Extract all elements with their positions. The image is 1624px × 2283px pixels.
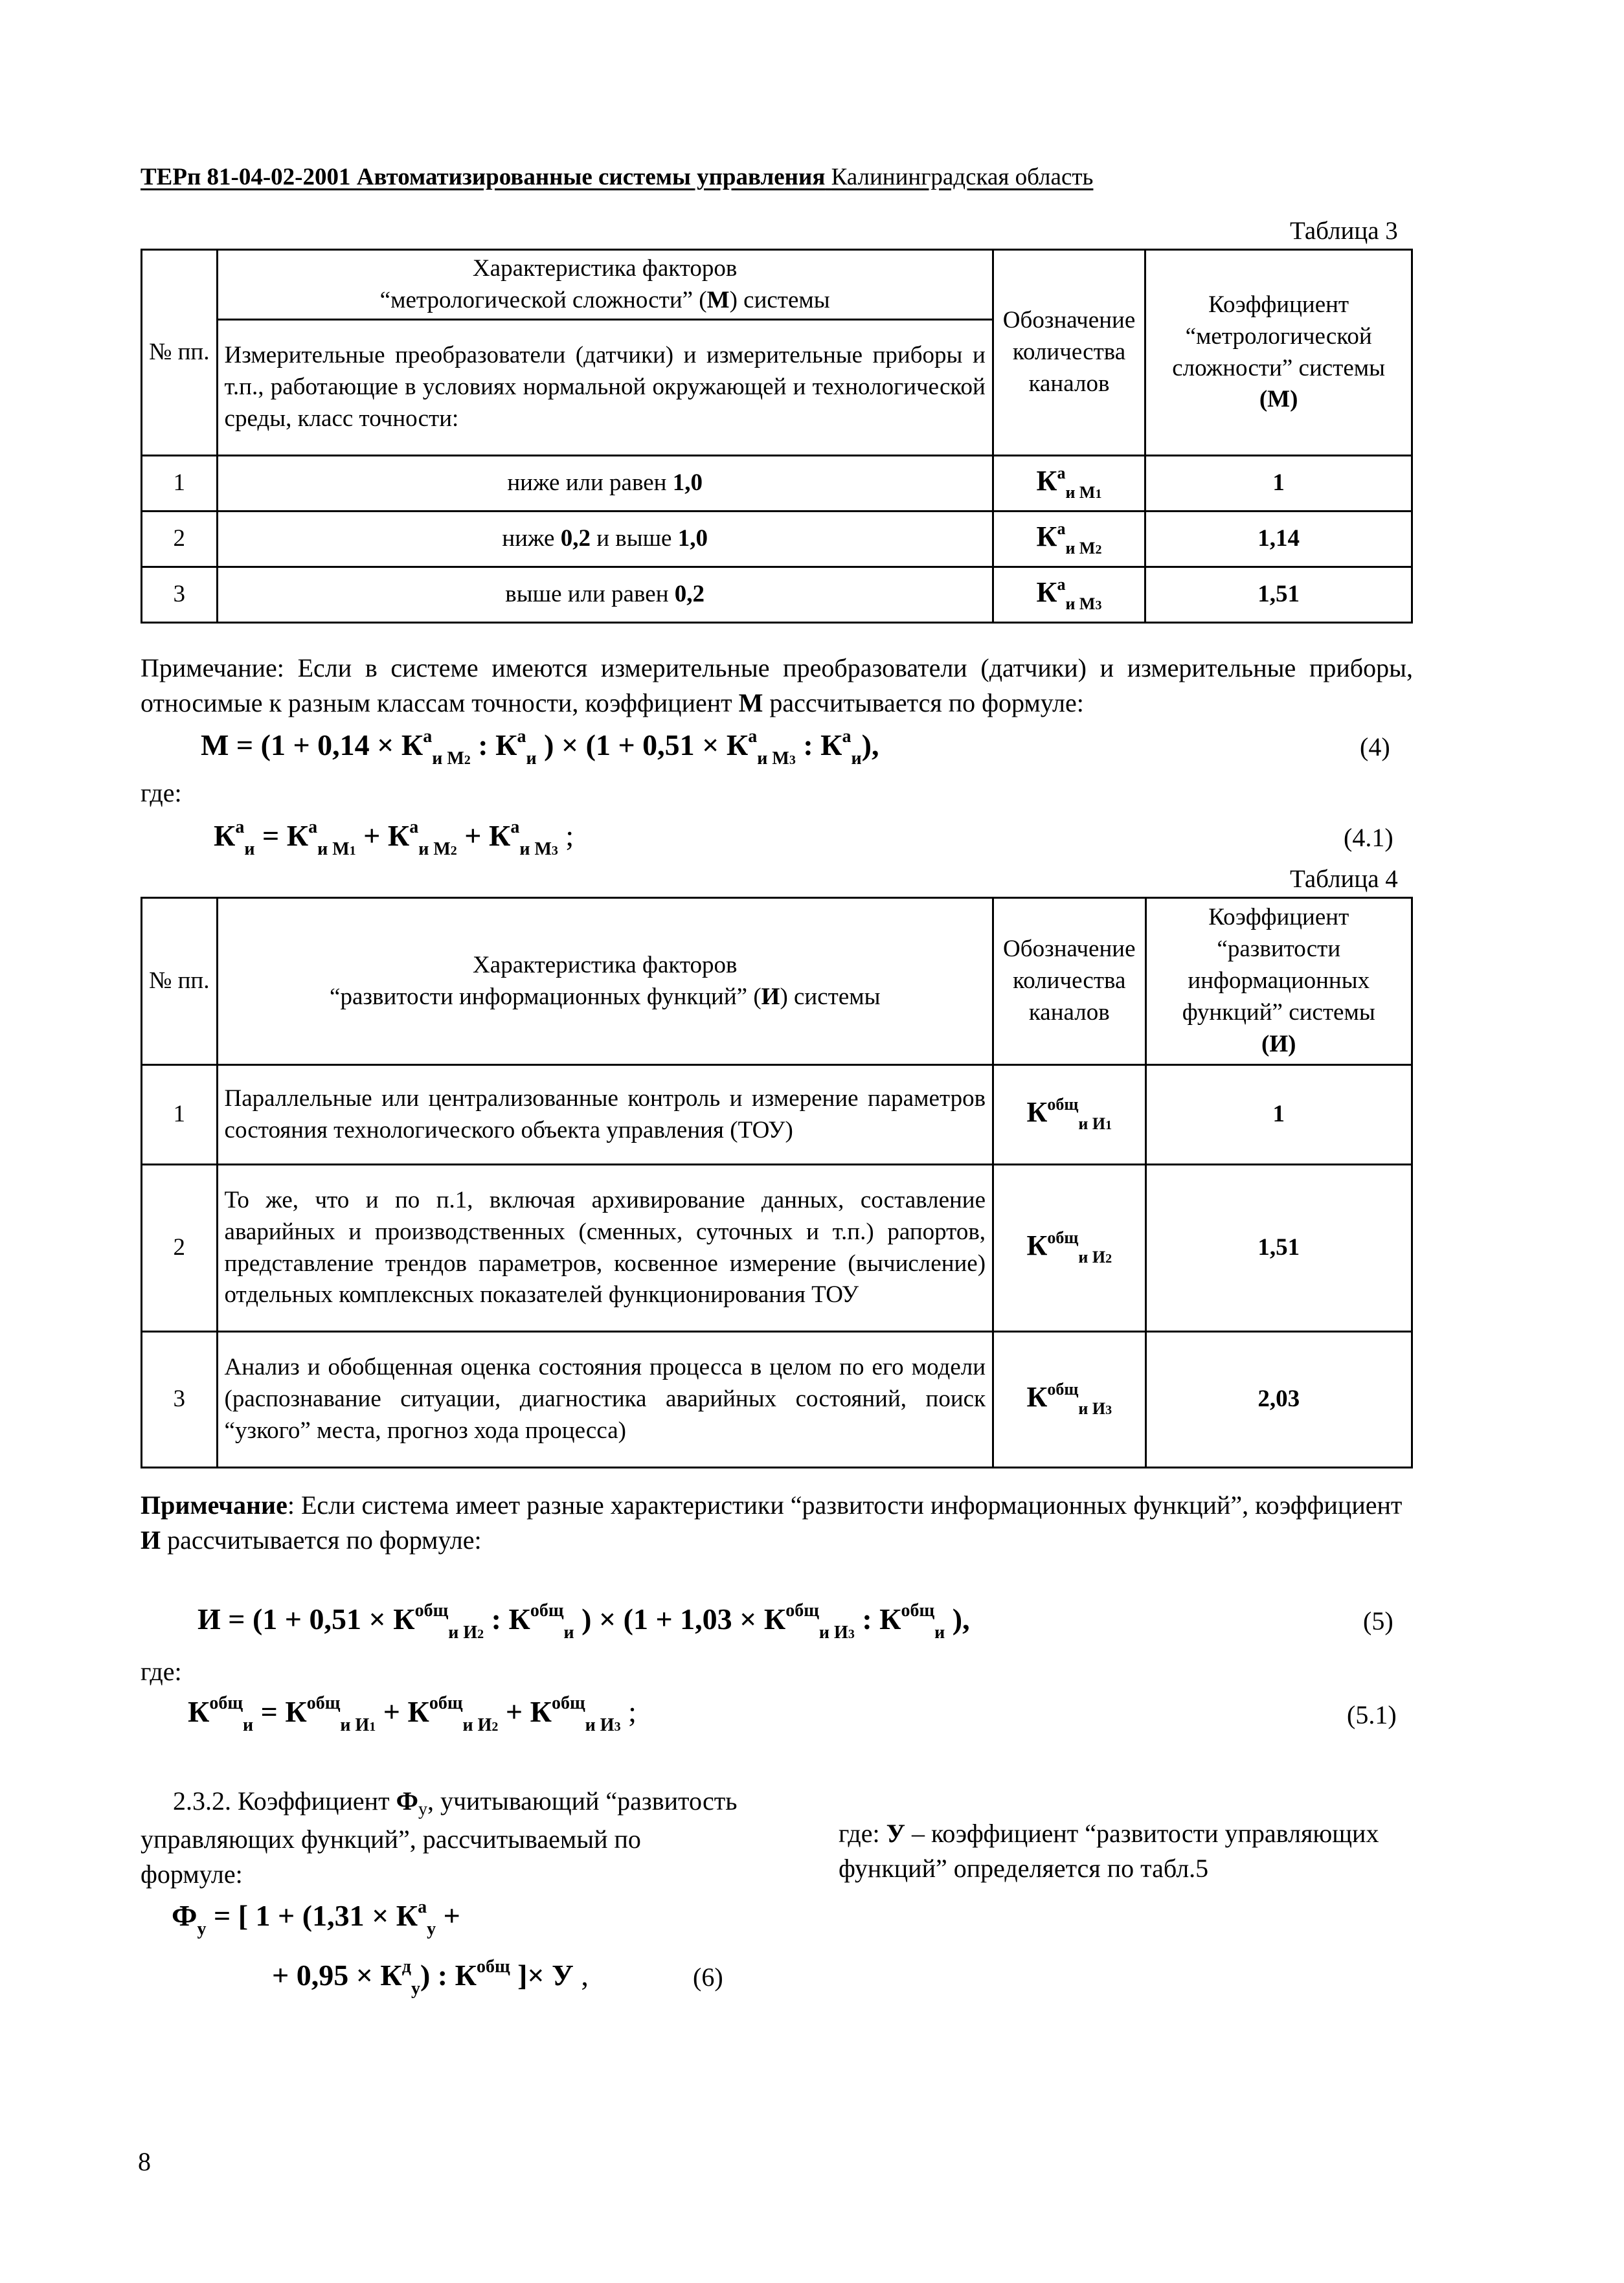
note-2: Примечание: Если система имеет разные характеристики “развитости информационных функций”, коэффициент И рассчитывается по формуле: (141, 1490, 1403, 1555)
row-characteristic: То же, что и по п.1, включая архивирование данных, составление аварийных и производственных (сменных, суточных и т.п.) рапортов, представление трендов параметров, косвенное измерение (вычисление) отдельных комплексных показателей функционирования ТОУ (217, 1165, 993, 1332)
row-number: 1 (142, 1065, 218, 1165)
table4-header-coefficient: Коэффициент “развитости информационных функций” системы (И) (1145, 898, 1412, 1065)
table4-header-characteristic: Характеристика факторов “развитости информационных функций” (И) системы (217, 898, 993, 1065)
row-symbol: $К^{общ}_{и И2}$ (993, 1165, 1145, 1332)
document-header (141, 163, 1093, 191)
table3-header-no: № пп. (142, 250, 218, 456)
row-characteristic: ниже 0,2 и выше 1,0 (217, 512, 993, 567)
table4-header-symbol: Обозначение количества каналов (993, 898, 1145, 1065)
table3-caption: Таблица 3 (1290, 217, 1398, 245)
page-number: 8 (138, 2147, 151, 2176)
formula-5-1: $К^{общ}_и = К^{общ}_{и И1} + К^{общ}_{и И2} + К^{общ}_{и И3}$ ; (188, 1693, 637, 1735)
row-number: 2 (142, 1165, 218, 1332)
row-number: 3 (142, 1332, 218, 1468)
row-symbol: $К^а_{и М3}$ (993, 567, 1145, 623)
formula-5: $И = (1 + 0,51 \times К^{общ}_{и И2}$ : $К^{общ}_и$ ) × ($1 + 1,03 \times К^{общ}_{и И3}$ : $К^{общ}_и$ ), (197, 1601, 970, 1643)
table-row (142, 512, 1412, 567)
table3 (141, 249, 1413, 624)
table-row (142, 1065, 1412, 1165)
row-symbol: $К^а_{и М2}$ (993, 512, 1145, 567)
row-coefficient: 1,51 (1145, 1165, 1412, 1332)
table4-header-no: № пп. (142, 898, 218, 1065)
formula-4: $М = (1 + 0,14 \times К^а_{и М2}$ : $К^а_и$ ) × ($1 + 0,51 \times К^а_{и М3}$ : $К^а_и$), (201, 726, 879, 769)
row-number: 1 (142, 456, 218, 512)
row-coefficient: 1,14 (1145, 512, 1412, 567)
where-label-2: где: (141, 1657, 182, 1686)
formula-6-number: (6) (693, 1962, 723, 1992)
row-characteristic: ниже или равен 1,0 (217, 456, 993, 512)
row-number: 2 (142, 512, 218, 567)
table3-header-characteristic: Характеристика факторов “метрологической сложности” (М) системы (217, 250, 993, 320)
table4-caption: Таблица 4 (1290, 865, 1398, 893)
where-label-1: где: (141, 778, 182, 807)
formula-4-number: (4) (1360, 732, 1390, 761)
formula-6-line-2: + $0,95 \times К^д_у$) : $К^{общ}$ ]× У , (272, 1957, 589, 1999)
header-title: ТЕРп 81-04-02-2001 Автоматизированные системы управления (141, 164, 826, 190)
row-coefficient: 1 (1145, 1065, 1412, 1165)
row-number: 3 (142, 567, 218, 623)
table3-header-symbol: Обозначение количества каналов (993, 250, 1145, 456)
row-coefficient: 1,51 (1145, 567, 1412, 623)
row-symbol: $К^{общ}_{и И3}$ (993, 1332, 1145, 1468)
formula-4-1: $К^а_и = К^а_{и М1} + К^а_{и М2} + К^а_{и М3}$ ; (214, 817, 574, 859)
section-right-note: где: У – коэффициент “развитости управляющих функций” определяется по табл.5 (839, 1819, 1379, 1883)
formula-5-number: (5) (1363, 1606, 1393, 1636)
row-coefficient: 2,03 (1145, 1332, 1412, 1468)
table3-header-coefficient: Коэффициент “метрологической сложности” системы (М) (1145, 250, 1412, 456)
header-region: Калининградская область (831, 164, 1094, 190)
table-row (142, 456, 1412, 512)
formula-6-line-1: $Ф_у$ = [ $1 + (1,31 \times К^а_у$ + (172, 1897, 460, 1939)
row-characteristic: выше или равен 0,2 (217, 567, 993, 623)
table-row (142, 1332, 1412, 1468)
formula-4-1-number: (4.1) (1344, 823, 1393, 852)
row-symbol: $К^а_{и М1}$ (993, 456, 1145, 512)
formula-5-1-number: (5.1) (1347, 1700, 1397, 1729)
row-characteristic: Параллельные или централизованные контроль и измерение параметров состояния технологического объекта управления (ТОУ) (217, 1065, 993, 1165)
row-coefficient: 1 (1145, 456, 1412, 512)
section-2-3-2-text: 2.3.2. Коэффициент $Ф_у$, учитывающий “развитость управляющих функций”, рассчитываемый по формуле: (141, 1786, 738, 1889)
table3-subheader: Измерительные преобразователи (датчики) и измерительные приборы и т.п., работающие в условиях нормальной окружающей и технологической среды, класс точности: (217, 320, 993, 456)
row-symbol: $К^{общ}_{и И1}$ (993, 1065, 1145, 1165)
table-row (142, 1165, 1412, 1332)
row-characteristic: Анализ и обобщенная оценка состояния процесса в целом по его модели (распознавание ситуации, диагностика аварийных состояний, поиск “узкого” места, прогноз хода процесса) (217, 1332, 993, 1468)
table4 (141, 897, 1413, 1468)
note-1: Примечание: Если в системе имеются измерительные преобразователи (датчики) и измерительные приборы, относимые к разным классам точности, коэффициент М рассчитывается по формуле: (141, 653, 1413, 717)
table-row (142, 567, 1412, 623)
